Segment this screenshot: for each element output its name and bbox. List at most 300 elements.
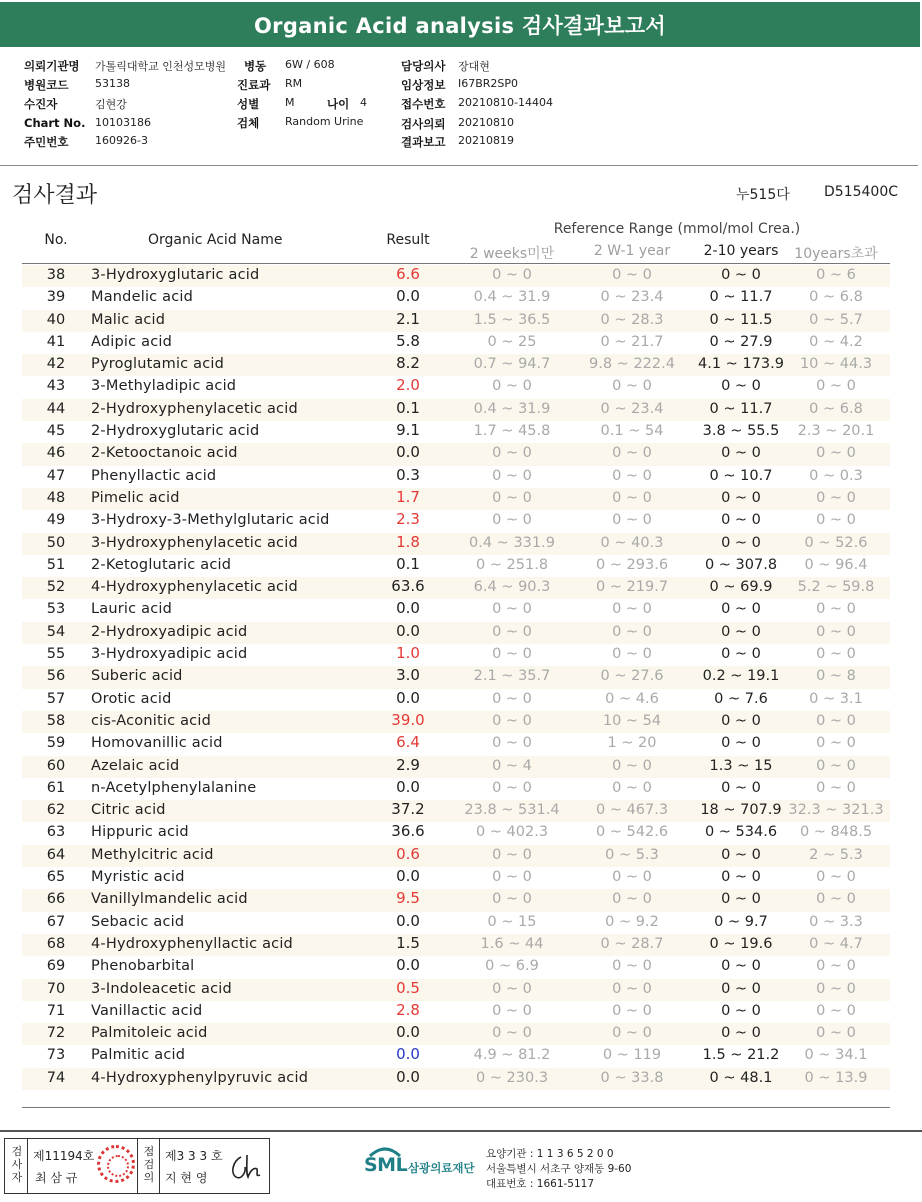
row-no: 46 <box>46 445 66 462</box>
table-row <box>22 443 890 465</box>
table-row <box>22 956 890 978</box>
row-no: 60 <box>46 757 66 774</box>
row-ref-over-10y: 0 ~ 34.1 <box>804 1047 868 1064</box>
row-ref-2w-1y: 0 ~ 0 <box>612 623 652 640</box>
row-ref-under-2w: 0 ~ 0 <box>492 1002 532 1019</box>
age-value: 4 <box>360 96 367 109</box>
row-ref-2-10y: 0 ~ 0 <box>721 869 761 886</box>
ward-value: 6W / 608 <box>285 58 335 71</box>
dept-value: RM <box>285 77 303 90</box>
row-ref-over-10y: 0 ~ 0 <box>816 735 856 752</box>
row-ref-2w-1y: 0 ~ 0 <box>612 267 652 283</box>
row-ref-under-2w: 0 ~ 0 <box>492 869 532 886</box>
row-acid-name: 3-Hydroxyphenylacetic acid <box>91 534 298 551</box>
sex-label: 성별 <box>237 97 260 111</box>
table-row <box>22 354 890 376</box>
row-ref-over-10y: 0 ~ 4.7 <box>809 935 863 952</box>
row-ref-2-10y: 0 ~ 0 <box>721 646 761 663</box>
row-result: 1.8 <box>396 532 420 551</box>
row-acid-name: Sebacic acid <box>91 913 185 930</box>
row-ref-over-10y: 0 ~ 848.5 <box>799 824 873 841</box>
row-ref-over-10y: 0 ~ 52.6 <box>804 534 868 551</box>
row-ref-2-10y: 0 ~ 307.8 <box>704 556 778 573</box>
row-ref-2-10y: 0 ~ 0 <box>721 891 761 908</box>
ref-col-3-header: 2-10 years <box>703 243 779 259</box>
table-row <box>22 287 890 309</box>
row-ref-2-10y: 0 ~ 10.7 <box>709 467 773 484</box>
row-ref-2w-1y: 0 ~ 28.7 <box>600 935 664 952</box>
row-acid-name: Citric acid <box>91 802 166 819</box>
row-ref-2-10y: 0 ~ 11.5 <box>709 311 773 328</box>
row-no: 41 <box>46 333 66 350</box>
row-ref-under-2w: 0 ~ 251.8 <box>475 556 549 573</box>
row-ref-under-2w: 6.4 ~ 90.3 <box>473 579 551 596</box>
row-ref-over-10y: 0 ~ 0 <box>816 1002 856 1019</box>
row-no: 49 <box>46 512 66 529</box>
row-ref-2-10y: 0 ~ 0 <box>721 779 761 796</box>
table-row <box>22 466 890 488</box>
row-no: 67 <box>46 913 66 930</box>
row-ref-under-2w: 0 ~ 0 <box>492 779 532 796</box>
row-ref-over-10y: 0 ~ 0 <box>816 958 856 975</box>
row-acid-name: Mandelic acid <box>91 289 194 306</box>
row-ref-2w-1y: 0 ~ 293.6 <box>595 556 669 573</box>
hospital-value: 가톨릭대학교 인천성모병원 <box>95 60 227 73</box>
row-result: 37.2 <box>391 800 425 819</box>
row-ref-2w-1y: 0 ~ 5.3 <box>605 846 659 863</box>
row-acid-name: 3-Hydroxyglutaric acid <box>91 267 260 283</box>
chart-label: Chart No. <box>24 116 86 130</box>
row-ref-over-10y: 0 ~ 0 <box>816 489 856 506</box>
row-result: 63.6 <box>391 577 425 596</box>
age-label: 나이 <box>327 97 350 111</box>
col-no-header: No. <box>44 232 68 248</box>
row-ref-under-2w: 0 ~ 0 <box>492 690 532 707</box>
table-row <box>22 733 890 755</box>
row-ref-2w-1y: 0 ~ 0 <box>612 891 652 908</box>
patient-info <box>0 54 922 164</box>
row-acid-name: 2-Hydroxyadipic acid <box>91 623 248 640</box>
row-result: 9.5 <box>396 889 420 908</box>
row-ref-under-2w: 0 ~ 0 <box>492 712 532 729</box>
row-result: 3.0 <box>396 666 420 685</box>
row-result: 6.6 <box>396 265 420 283</box>
row-ref-2-10y: 0 ~ 0 <box>721 489 761 506</box>
row-ref-under-2w: 0 ~ 0 <box>492 623 532 640</box>
row-ref-over-10y: 2 ~ 5.3 <box>809 846 863 863</box>
lab-line-1: 요양기관 : 1 1 3 6 5 2 0 0 <box>486 1148 614 1160</box>
row-ref-2-10y: 0 ~ 0 <box>721 958 761 975</box>
row-result: 0.5 <box>396 978 420 997</box>
row-no: 56 <box>46 668 66 685</box>
row-ref-2-10y: 0 ~ 27.9 <box>709 333 773 350</box>
clinical-value: I67BR2SP0 <box>458 77 519 90</box>
row-no: 47 <box>46 467 66 484</box>
row-result: 0.0 <box>396 867 420 886</box>
clinical-label: 임상정보 <box>401 78 446 92</box>
row-ref-under-2w: 0.4 ~ 31.9 <box>473 289 551 306</box>
row-ref-over-10y: 2.3 ~ 20.1 <box>797 423 875 440</box>
specimen-label: 검체 <box>237 116 260 130</box>
row-ref-2w-1y: 0 ~ 0 <box>612 1002 652 1019</box>
row-ref-over-10y: 0 ~ 0 <box>816 779 856 796</box>
row-ref-over-10y: 0 ~ 0 <box>816 712 856 729</box>
row-ref-2-10y: 4.1 ~ 173.9 <box>698 356 784 373</box>
lab-line-3: 대표번호 : 1661-5117 <box>486 1178 595 1190</box>
row-result: 0.0 <box>396 911 420 930</box>
row-ref-2w-1y: 0 ~ 0 <box>612 779 652 796</box>
row-ref-over-10y: 0 ~ 0 <box>816 512 856 529</box>
section-id-2: D515400C <box>824 184 898 200</box>
specimen-value: Random Urine <box>285 115 364 128</box>
row-no: 66 <box>46 891 66 908</box>
row-result: 0.1 <box>396 554 420 573</box>
row-acid-name: Phenobarbital <box>91 958 195 975</box>
row-ref-under-2w: 0 ~ 0 <box>492 980 532 997</box>
receipt-label: 접수번호 <box>401 97 446 111</box>
info-divider <box>0 165 918 166</box>
row-ref-2w-1y: 0 ~ 21.7 <box>600 333 664 350</box>
lab-line-2: 서울특별시 서초구 양재동 9-60 <box>486 1163 632 1175</box>
table-row <box>22 577 890 599</box>
row-acid-name: 4-Hydroxyphenylpyruvic acid <box>91 1069 309 1086</box>
row-acid-name: n-Acetylphenylalanine <box>91 779 257 796</box>
section-title: 검사결과 <box>12 183 98 208</box>
row-ref-2-10y: 0.2 ~ 19.1 <box>702 668 780 685</box>
row-ref-over-10y: 0 ~ 6.8 <box>809 289 863 306</box>
row-ref-2w-1y: 0 ~ 0 <box>612 869 652 886</box>
report-value: 20210819 <box>458 134 514 147</box>
row-ref-under-2w: 1.5 ~ 36.5 <box>473 311 551 328</box>
table-row <box>22 599 890 621</box>
row-no: 58 <box>46 712 66 729</box>
row-no: 48 <box>46 489 66 506</box>
official-seal-icon <box>97 1145 135 1183</box>
row-ref-2-10y: 0 ~ 0 <box>721 1025 761 1042</box>
row-no: 57 <box>46 690 66 707</box>
code-value: 53138 <box>95 77 130 90</box>
row-ref-2w-1y: 0.1 ~ 54 <box>600 423 664 440</box>
row-ref-under-2w: 0 ~ 0 <box>492 1025 532 1042</box>
row-result: 0.0 <box>396 621 420 640</box>
row-ref-under-2w: 0 ~ 0 <box>492 601 532 618</box>
row-ref-over-10y: 0 ~ 8 <box>816 668 856 685</box>
row-ref-over-10y: 32.3 ~ 321.3 <box>788 802 884 819</box>
table-row <box>22 756 890 778</box>
results-table-body <box>22 265 890 1090</box>
row-no: 64 <box>46 846 66 863</box>
row-result: 2.9 <box>396 755 420 774</box>
ref-range-title: Reference Range (mmol/mol Crea.) <box>553 221 801 237</box>
col-name-header: Organic Acid Name <box>148 232 283 248</box>
row-ref-under-2w: 0.4 ~ 331.9 <box>469 534 555 551</box>
table-row <box>22 689 890 711</box>
row-ref-under-2w: 0.7 ~ 94.7 <box>473 356 551 373</box>
row-acid-name: Myristic acid <box>91 869 185 886</box>
row-ref-2w-1y: 0 ~ 0 <box>612 489 652 506</box>
row-ref-2-10y: 0 ~ 19.6 <box>709 935 773 952</box>
row-result: 9.1 <box>396 421 420 440</box>
row-no: 63 <box>46 824 66 841</box>
row-result: 1.0 <box>396 644 420 663</box>
row-acid-name: 3-Indoleacetic acid <box>91 980 232 997</box>
row-result: 0.0 <box>396 443 420 462</box>
row-ref-2w-1y: 0 ~ 28.3 <box>600 311 664 328</box>
row-no: 69 <box>46 958 66 975</box>
row-acid-name: Pimelic acid <box>91 489 180 506</box>
row-ref-2-10y: 0 ~ 69.9 <box>709 579 773 596</box>
row-ref-2w-1y: 0 ~ 23.4 <box>600 289 664 306</box>
section-id-1: 누515다 <box>736 187 790 203</box>
checker-name: 지 현 영 <box>165 1171 208 1185</box>
row-no: 50 <box>46 534 66 551</box>
table-row <box>22 332 890 354</box>
row-ref-under-2w: 2.1 ~ 35.7 <box>473 668 551 685</box>
row-ref-2w-1y: 0 ~ 33.8 <box>600 1069 664 1086</box>
row-acid-name: Phenyllactic acid <box>91 467 217 484</box>
report-label: 결과보고 <box>401 135 446 149</box>
row-ref-over-10y: 0 ~ 6 <box>816 267 856 283</box>
row-acid-name: 3-Hydroxy-3-Methylglutaric acid <box>91 512 330 529</box>
table-row <box>22 376 890 398</box>
inspector-no: 제11194호 <box>33 1149 95 1163</box>
row-ref-over-10y: 0 ~ 0 <box>816 980 856 997</box>
row-no: 55 <box>46 646 66 663</box>
hospital-label: 의뢰기관명 <box>24 59 80 73</box>
row-no: 54 <box>46 623 66 640</box>
row-ref-over-10y: 0 ~ 0 <box>816 1025 856 1042</box>
row-ref-over-10y: 0 ~ 3.1 <box>809 690 863 707</box>
row-acid-name: 3-Methyladipic acid <box>91 378 237 395</box>
lab-contact <box>486 1147 631 1192</box>
row-no: 65 <box>46 869 66 886</box>
row-ref-2-10y: 18 ~ 707.9 <box>700 802 782 819</box>
collector-label: 수진자 <box>24 97 58 111</box>
row-no: 52 <box>46 579 66 596</box>
row-no: 71 <box>46 1002 66 1019</box>
row-ref-over-10y: 0 ~ 4.2 <box>809 333 863 350</box>
row-ref-2w-1y: 0 ~ 40.3 <box>600 534 664 551</box>
sml-wordmark: SML <box>364 1154 408 1176</box>
row-ref-under-2w: 0 ~ 0 <box>492 846 532 863</box>
checker-label: 점검의 <box>143 1145 155 1184</box>
row-acid-name: Lauric acid <box>91 601 173 618</box>
row-ref-2w-1y: 1 ~ 20 <box>607 735 657 752</box>
row-acid-name: Malic acid <box>91 311 166 328</box>
row-acid-name: Vanillactic acid <box>91 1002 203 1019</box>
row-ref-2w-1y: 0 ~ 0 <box>612 378 652 395</box>
row-no: 59 <box>46 735 66 752</box>
row-ref-2-10y: 0 ~ 0 <box>721 445 761 462</box>
table-row <box>22 934 890 956</box>
row-ref-2w-1y: 0 ~ 23.4 <box>600 400 664 417</box>
row-acid-name: 2-Ketoglutaric acid <box>91 556 232 573</box>
row-ref-over-10y: 0 ~ 0 <box>816 623 856 640</box>
row-ref-2-10y: 0 ~ 0 <box>721 534 761 551</box>
row-ref-2-10y: 0 ~ 9.7 <box>714 913 768 930</box>
row-ref-over-10y: 0 ~ 0.3 <box>809 467 863 484</box>
row-acid-name: Pyroglutamic acid <box>91 356 225 373</box>
table-row <box>22 979 890 1001</box>
row-no: 74 <box>46 1069 66 1086</box>
row-acid-name: Palmitic acid <box>91 1047 186 1064</box>
row-ref-over-10y: 10 ~ 44.3 <box>799 356 873 373</box>
row-ref-2w-1y: 0 ~ 0 <box>612 980 652 997</box>
row-no: 70 <box>46 980 66 997</box>
dept-label: 진료과 <box>237 78 271 92</box>
row-acid-name: Adipic acid <box>91 333 173 350</box>
row-ref-under-2w: 0 ~ 402.3 <box>475 824 549 841</box>
row-acid-name: Palmitoleic acid <box>91 1025 208 1042</box>
table-header <box>22 218 890 264</box>
row-ref-2w-1y: 0 ~ 4.6 <box>605 690 659 707</box>
row-result: 6.4 <box>396 733 420 752</box>
row-ref-under-2w: 0 ~ 0 <box>492 467 532 484</box>
row-ref-over-10y: 0 ~ 0 <box>816 601 856 618</box>
sex-value: M <box>285 96 295 109</box>
footer-divider <box>0 1130 922 1132</box>
row-result: 1.7 <box>396 487 420 506</box>
table-top-rule <box>22 263 890 264</box>
col-result-header: Result <box>386 232 430 248</box>
row-ref-under-2w: 0 ~ 0 <box>492 267 532 283</box>
table-row <box>22 421 890 443</box>
inspector-label: 검사자 <box>11 1145 23 1184</box>
row-ref-over-10y: 0 ~ 13.9 <box>804 1069 868 1086</box>
checker-no: 제3 3 3 호 <box>165 1149 223 1163</box>
signature-icon <box>227 1149 263 1183</box>
row-ref-2-10y: 0 ~ 534.6 <box>704 824 778 841</box>
row-ref-over-10y: 0 ~ 0 <box>816 869 856 886</box>
row-ref-2w-1y: 0 ~ 467.3 <box>595 802 669 819</box>
table-row <box>22 622 890 644</box>
row-ref-2w-1y: 0 ~ 0 <box>612 1025 652 1042</box>
report-title: Organic Acid analysis 검사결과보고서 <box>0 2 920 47</box>
row-acid-name: 2-Ketooctanoic acid <box>91 445 238 462</box>
table-row <box>22 822 890 844</box>
row-ref-under-2w: 0 ~ 0 <box>492 646 532 663</box>
resident-value: 160926-3 <box>95 134 148 147</box>
row-acid-name: 4-Hydroxyphenyllactic acid <box>91 935 293 952</box>
row-ref-2-10y: 0 ~ 0 <box>721 980 761 997</box>
table-row <box>22 778 890 800</box>
row-ref-2-10y: 0 ~ 48.1 <box>709 1069 773 1086</box>
row-ref-2-10y: 0 ~ 0 <box>721 712 761 729</box>
row-ref-over-10y: 0 ~ 96.4 <box>804 556 868 573</box>
table-row <box>22 800 890 822</box>
resident-label: 주민번호 <box>24 135 69 149</box>
row-ref-2w-1y: 0 ~ 9.2 <box>605 913 659 930</box>
row-no: 53 <box>46 601 66 618</box>
ref-col-1-header: 2 weeks미만 <box>469 246 555 262</box>
row-no: 73 <box>46 1047 66 1064</box>
row-ref-2-10y: 0 ~ 11.7 <box>709 289 773 306</box>
row-ref-under-2w: 0 ~ 4 <box>492 757 532 774</box>
table-row <box>22 1068 890 1090</box>
row-ref-over-10y: 0 ~ 0 <box>816 445 856 462</box>
row-no: 44 <box>46 400 66 417</box>
table-row <box>22 912 890 934</box>
row-ref-over-10y: 0 ~ 0 <box>816 891 856 908</box>
row-ref-2w-1y: 9.8 ~ 222.4 <box>589 356 675 373</box>
row-no: 45 <box>46 423 66 440</box>
row-result: 0.0 <box>396 1045 420 1064</box>
row-acid-name: 4-Hydroxyphenylacetic acid <box>91 579 298 596</box>
row-ref-2w-1y: 0 ~ 0 <box>612 646 652 663</box>
row-ref-2w-1y: 0 ~ 0 <box>612 512 652 529</box>
row-no: 61 <box>46 779 66 796</box>
row-ref-under-2w: 0 ~ 15 <box>487 913 537 930</box>
row-ref-under-2w: 0 ~ 25 <box>487 333 537 350</box>
row-ref-2-10y: 0 ~ 0 <box>721 735 761 752</box>
table-row <box>22 867 890 889</box>
row-ref-over-10y: 0 ~ 0 <box>816 646 856 663</box>
row-result: 0.0 <box>396 956 420 975</box>
row-no: 42 <box>46 356 66 373</box>
row-result: 2.0 <box>396 376 420 395</box>
table-row <box>22 1001 890 1023</box>
table-row <box>22 510 890 532</box>
row-ref-2-10y: 0 ~ 7.6 <box>714 690 768 707</box>
row-ref-over-10y: 0 ~ 6.8 <box>809 400 863 417</box>
row-ref-2-10y: 0 ~ 0 <box>721 378 761 395</box>
row-ref-under-2w: 0 ~ 0 <box>492 735 532 752</box>
row-result: 36.6 <box>391 822 425 841</box>
row-acid-name: Methylcitric acid <box>91 846 214 863</box>
row-no: 40 <box>46 311 66 328</box>
row-acid-name: Homovanillic acid <box>91 735 223 752</box>
table-row <box>22 889 890 911</box>
signature-box <box>4 1138 270 1194</box>
receipt-value: 20210810-14404 <box>458 96 553 109</box>
row-acid-name: cis-Aconitic acid <box>91 712 211 729</box>
row-acid-name: Suberic acid <box>91 668 183 685</box>
row-ref-2-10y: 0 ~ 0 <box>721 623 761 640</box>
row-ref-under-2w: 0 ~ 6.9 <box>485 958 539 975</box>
sml-foundation-name: 삼광의료재단 <box>408 1161 475 1175</box>
table-row <box>22 711 890 733</box>
row-ref-under-2w: 0 ~ 0 <box>492 489 532 506</box>
row-acid-name: 2-Hydroxyphenylacetic acid <box>91 400 298 417</box>
ref-col-4-header: 10years초과 <box>794 246 878 262</box>
chart-value: 10103186 <box>95 116 151 129</box>
row-ref-2-10y: 1.3 ~ 15 <box>709 757 773 774</box>
row-acid-name: Vanillylmandelic acid <box>91 891 248 908</box>
row-result: 0.1 <box>396 398 420 417</box>
table-bottom-rule <box>22 1107 890 1108</box>
collector-value: 김현강 <box>95 98 127 111</box>
table-row <box>22 644 890 666</box>
row-ref-under-2w: 0.4 ~ 31.9 <box>473 400 551 417</box>
code-label: 병원코드 <box>24 78 69 92</box>
row-ref-2w-1y: 0 ~ 0 <box>612 958 652 975</box>
row-ref-2w-1y: 0 ~ 0 <box>612 467 652 484</box>
row-ref-2w-1y: 0 ~ 219.7 <box>595 579 669 596</box>
row-ref-under-2w: 1.7 ~ 45.8 <box>473 423 551 440</box>
doctor-label: 담당의사 <box>401 59 446 73</box>
row-ref-2-10y: 0 ~ 11.7 <box>709 400 773 417</box>
row-no: 51 <box>46 556 66 573</box>
row-ref-under-2w: 0 ~ 0 <box>492 512 532 529</box>
row-ref-over-10y: 5.2 ~ 59.8 <box>797 579 875 596</box>
row-acid-name: Azelaic acid <box>91 757 180 774</box>
table-row <box>22 845 890 867</box>
row-ref-under-2w: 0 ~ 0 <box>492 445 532 462</box>
row-result: 0.6 <box>396 844 420 863</box>
doctor-value: 장대현 <box>458 60 490 73</box>
row-no: 39 <box>46 289 66 306</box>
row-ref-2w-1y: 0 ~ 542.6 <box>595 824 669 841</box>
